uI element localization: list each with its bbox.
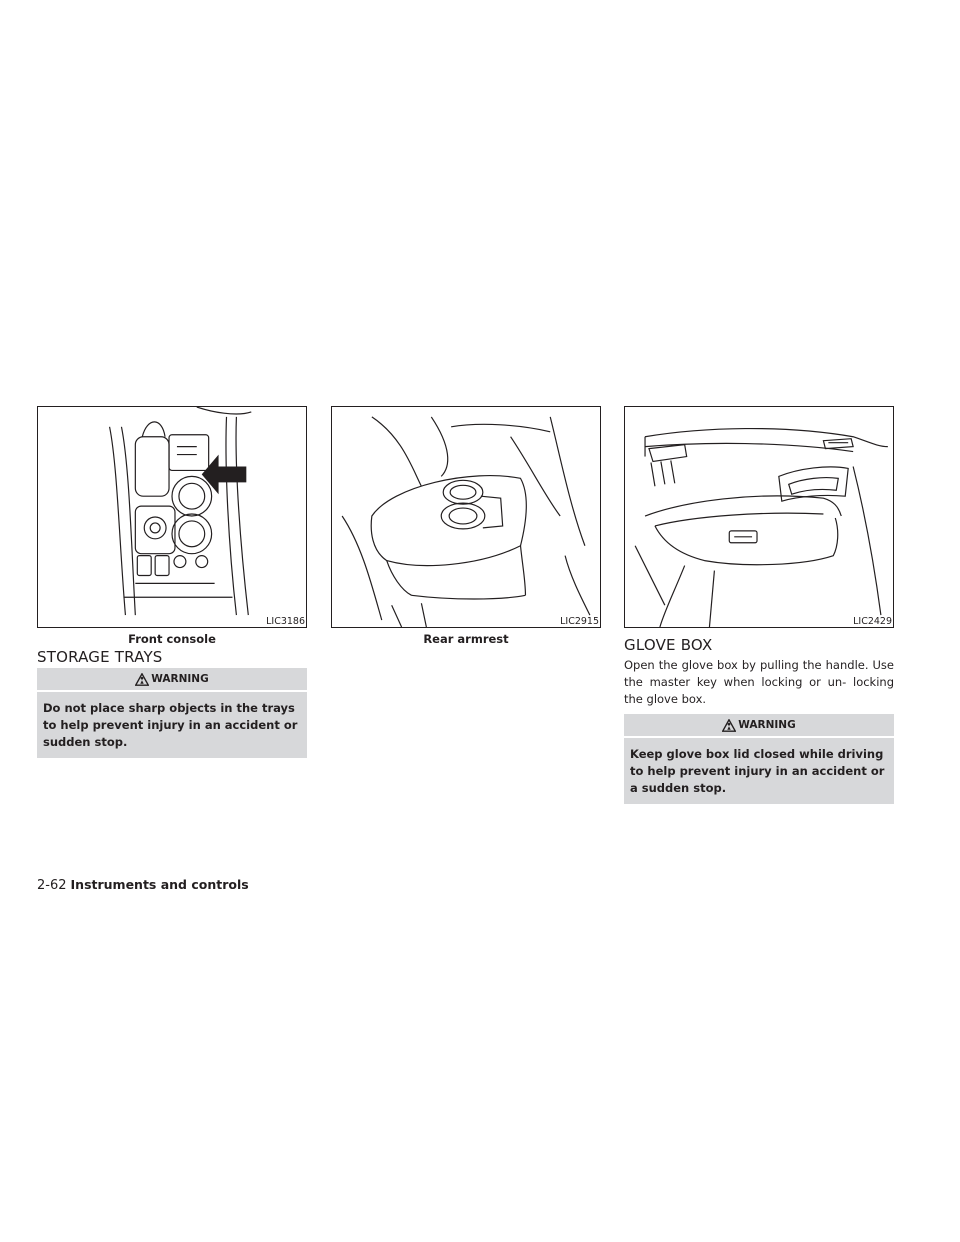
warning-title: WARNING [738, 719, 796, 731]
page-footer [37, 877, 249, 893]
front-console-illustration [38, 407, 306, 627]
page-number: 2-62 [37, 878, 67, 893]
warning-text-storage-trays: Do not place sharp objects in the trays to help prevent injury in an accident or sudden stop. [37, 692, 307, 758]
figure-code: LIC3186 [266, 616, 305, 627]
rear-armrest-illustration [332, 407, 600, 627]
warning-person-icon [722, 719, 736, 732]
warning-title: WARNING [151, 673, 209, 685]
warning-text-glove-box: Keep glove box lid closed while driving to help prevent injury in an accident or a sudden stop. [624, 738, 894, 804]
footer-section-title: Instruments and controls [70, 877, 249, 892]
figure-code: LIC2915 [560, 616, 599, 627]
glove-box-body-text: Open the glove box by pulling the handle. Use the master key when locking or un- locking the glove box. [624, 658, 894, 706]
figure-glove-box [624, 406, 894, 628]
glove-box-illustration [625, 407, 893, 627]
section-heading-storage-trays: STORAGE TRAYS [37, 648, 163, 666]
figure-caption-front-console: Front console [128, 632, 216, 646]
figure-code: LIC2429 [853, 616, 892, 627]
warning-header-glove-box [624, 714, 894, 736]
figure-front-console [37, 406, 307, 628]
figure-rear-armrest [331, 406, 601, 628]
warning-person-icon [135, 673, 149, 686]
warning-header-storage-trays [37, 668, 307, 690]
figure-caption-rear-armrest: Rear armrest [423, 632, 509, 646]
section-heading-glove-box: GLOVE BOX [624, 636, 713, 654]
